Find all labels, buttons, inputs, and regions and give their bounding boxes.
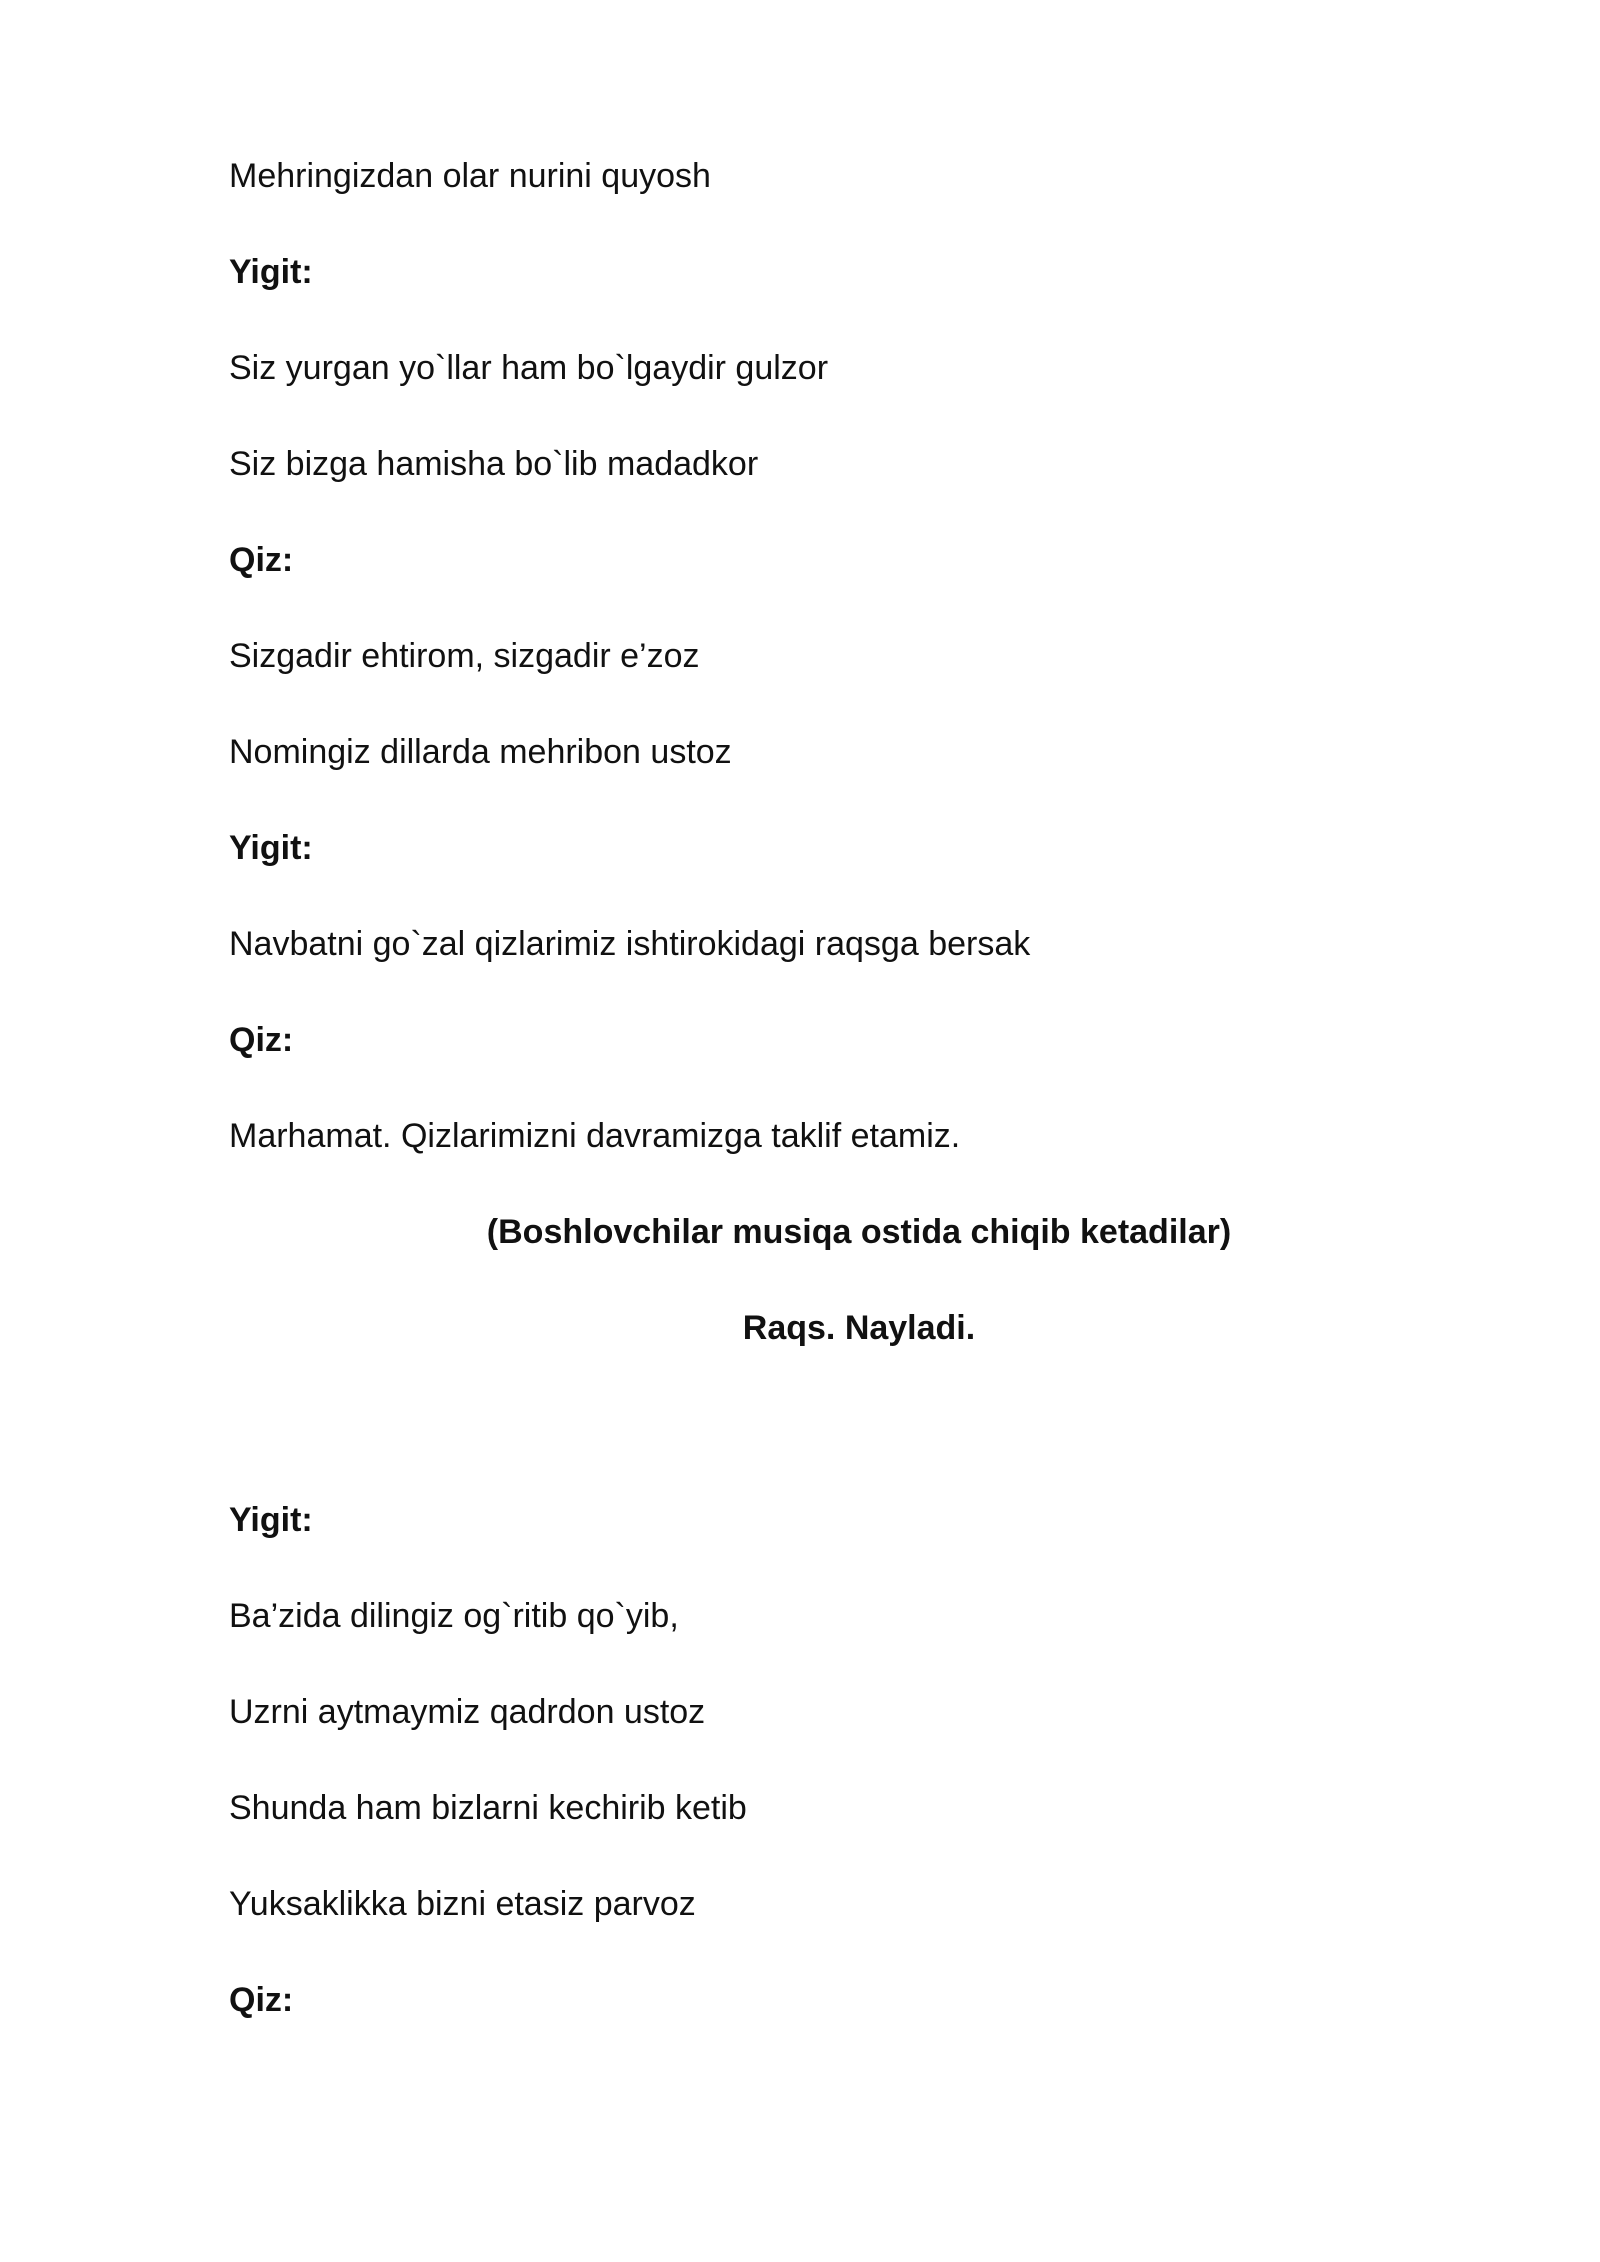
verse-line: Marhamat. Qizlarimizni davramizga taklif etamiz. [229,1117,961,1155]
verse-line: Ba’zida dilingiz og`ritib qo`yib, [229,1597,679,1635]
verse-line: Yuksaklikka bizni etasiz parvoz [229,1885,696,1923]
speaker-label-qiz: Qiz: [229,1981,294,2019]
verse-line: Mehringizdan olar nurini quyosh [229,157,711,195]
verse-line: Uzrni aytmaymiz qadrdon ustoz [229,1693,706,1731]
speaker-label-yigit: Yigit: [229,1501,313,1539]
verse-line: Nomingiz dillarda mehribon ustoz [229,733,732,771]
verse-line: Sizgadir ehtirom, sizgadir e’zoz [229,637,700,675]
verse-line: Siz yurgan yo`llar ham bo`lgaydir gulzor [229,349,829,387]
speaker-label-yigit: Yigit: [229,253,313,291]
speaker-label-yigit: Yigit: [229,829,313,867]
verse-line: Navbatni go`zal qizlarimiz ishtirokidagi raqsga bersak [229,925,1031,963]
dance-title: Raqs. Nayladi. [742,1309,976,1347]
stage-direction: (Boshlovchilar musiqa ostida chiqib ketadilar) [486,1213,1232,1251]
speaker-label-qiz: Qiz: [229,1021,294,1059]
verse-line: Shunda ham bizlarni kechirib ketib [229,1789,747,1827]
verse-line: Siz bizga hamisha bo`lib madadkor [229,445,759,483]
speaker-label-qiz: Qiz: [229,541,294,579]
